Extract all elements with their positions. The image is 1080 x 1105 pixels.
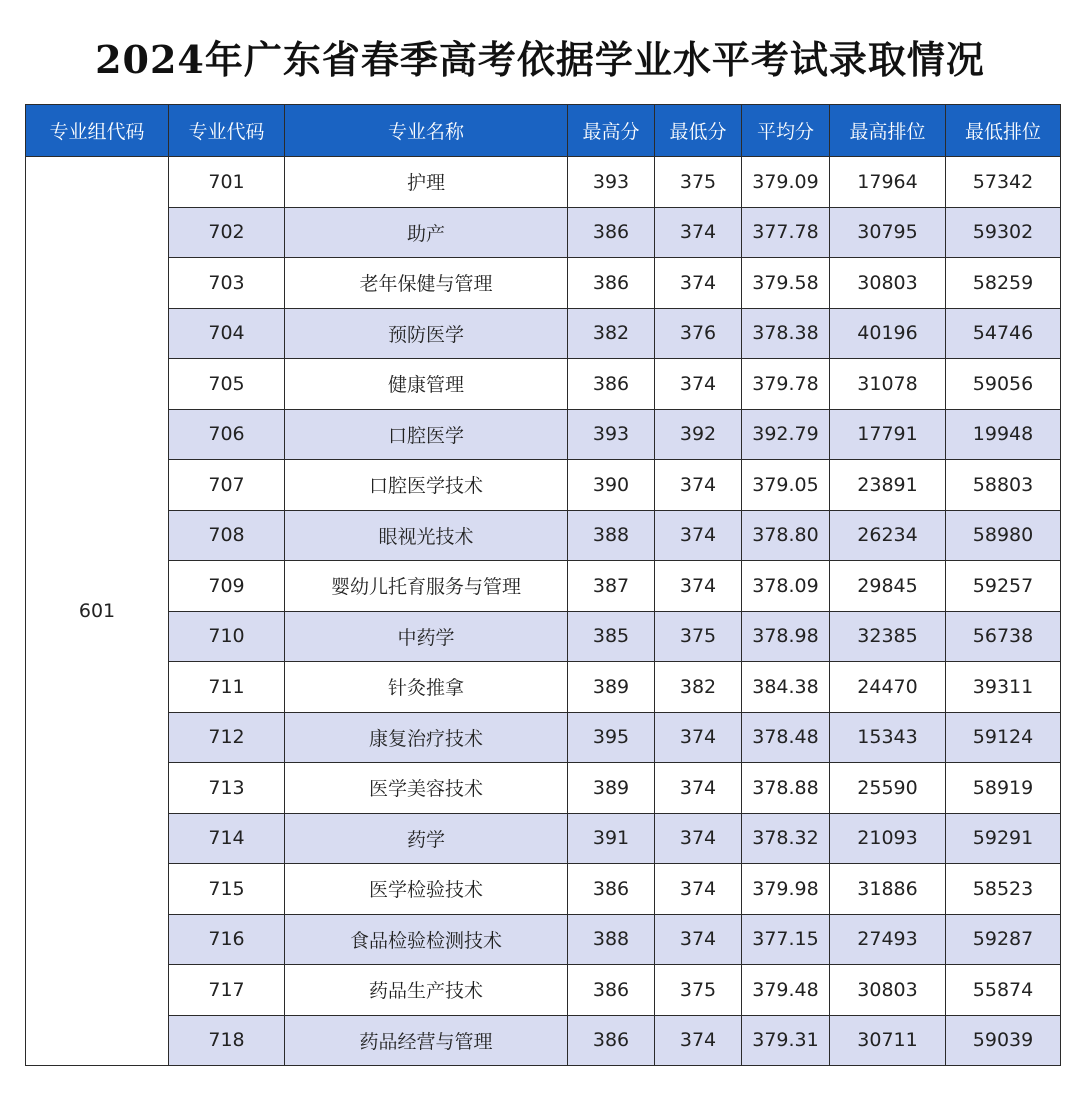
cell-min-score: 376	[655, 308, 742, 359]
cell-highest-rank: 26234	[830, 510, 946, 561]
header-group-code: 专业组代码	[26, 105, 169, 157]
cell-lowest-rank: 59291	[946, 813, 1061, 864]
cell-highest-rank: 21093	[830, 813, 946, 864]
cell-max-score: 385	[568, 611, 655, 662]
cell-min-score: 392	[655, 409, 742, 460]
cell-major-code: 714	[169, 813, 285, 864]
cell-lowest-rank: 59257	[946, 561, 1061, 612]
cell-avg-score: 379.58	[742, 258, 830, 309]
cell-major-code: 702	[169, 207, 285, 258]
table-row	[26, 1015, 1061, 1066]
cell-major-code: 705	[169, 359, 285, 410]
cell-lowest-rank: 59056	[946, 359, 1061, 410]
cell-major-name: 中药学	[285, 611, 568, 662]
cell-lowest-rank: 59039	[946, 1015, 1061, 1066]
cell-lowest-rank: 58803	[946, 460, 1061, 511]
cell-max-score: 382	[568, 308, 655, 359]
cell-major-code: 713	[169, 763, 285, 814]
cell-lowest-rank: 58919	[946, 763, 1061, 814]
cell-major-name: 眼视光技术	[285, 510, 568, 561]
table-row	[26, 914, 1061, 965]
cell-lowest-rank: 55874	[946, 965, 1061, 1016]
table-header-row	[26, 105, 1061, 157]
cell-major-name: 口腔医学技术	[285, 460, 568, 511]
cell-min-score: 374	[655, 864, 742, 915]
cell-major-name: 婴幼儿托育服务与管理	[285, 561, 568, 612]
cell-max-score: 390	[568, 460, 655, 511]
cell-lowest-rank: 59302	[946, 207, 1061, 258]
cell-highest-rank: 29845	[830, 561, 946, 612]
cell-major-code: 708	[169, 510, 285, 561]
cell-major-name: 针灸推拿	[285, 662, 568, 713]
cell-avg-score: 378.98	[742, 611, 830, 662]
cell-major-code: 704	[169, 308, 285, 359]
page-title: 2024年广东省春季高考依据学业水平考试录取情况	[95, 37, 985, 82]
cell-major-code: 716	[169, 914, 285, 965]
cell-major-code: 718	[169, 1015, 285, 1066]
cell-major-name: 医学美容技术	[285, 763, 568, 814]
cell-lowest-rank: 58980	[946, 510, 1061, 561]
cell-highest-rank: 31886	[830, 864, 946, 915]
cell-max-score: 393	[568, 409, 655, 460]
table-row	[26, 359, 1061, 410]
cell-major-name: 助产	[285, 207, 568, 258]
cell-max-score: 386	[568, 359, 655, 410]
cell-major-name: 口腔医学	[285, 409, 568, 460]
cell-highest-rank: 23891	[830, 460, 946, 511]
cell-max-score: 389	[568, 763, 655, 814]
cell-highest-rank: 30795	[830, 207, 946, 258]
cell-min-score: 374	[655, 460, 742, 511]
cell-major-code: 711	[169, 662, 285, 713]
table-row	[26, 763, 1061, 814]
cell-highest-rank: 17964	[830, 157, 946, 208]
table-row	[26, 864, 1061, 915]
table-row	[26, 561, 1061, 612]
cell-lowest-rank: 56738	[946, 611, 1061, 662]
cell-max-score: 386	[568, 864, 655, 915]
cell-max-score: 393	[568, 157, 655, 208]
table-row	[26, 207, 1061, 258]
cell-major-name: 药品经营与管理	[285, 1015, 568, 1066]
cell-avg-score: 378.32	[742, 813, 830, 864]
cell-min-score: 374	[655, 561, 742, 612]
table-row	[26, 712, 1061, 763]
admission-table	[25, 104, 1061, 1066]
cell-avg-score: 379.98	[742, 864, 830, 915]
cell-avg-score: 384.38	[742, 662, 830, 713]
table-row	[26, 662, 1061, 713]
cell-min-score: 374	[655, 359, 742, 410]
cell-lowest-rank: 58259	[946, 258, 1061, 309]
cell-major-name: 食品检验检测技术	[285, 914, 568, 965]
cell-avg-score: 377.15	[742, 914, 830, 965]
cell-max-score: 388	[568, 914, 655, 965]
cell-lowest-rank: 39311	[946, 662, 1061, 713]
header-avg-score: 平均分	[742, 105, 830, 157]
table-row	[26, 611, 1061, 662]
cell-major-name: 老年保健与管理	[285, 258, 568, 309]
cell-min-score: 374	[655, 914, 742, 965]
cell-major-code: 707	[169, 460, 285, 511]
table-row	[26, 308, 1061, 359]
cell-major-name: 预防医学	[285, 308, 568, 359]
cell-major-code: 710	[169, 611, 285, 662]
cell-highest-rank: 30711	[830, 1015, 946, 1066]
table-row	[26, 258, 1061, 309]
cell-min-score: 382	[655, 662, 742, 713]
cell-max-score: 391	[568, 813, 655, 864]
cell-avg-score: 379.48	[742, 965, 830, 1016]
table-row	[26, 813, 1061, 864]
cell-avg-score: 379.78	[742, 359, 830, 410]
header-lowest-rank: 最低排位	[946, 105, 1061, 157]
header-major-code: 专业代码	[169, 105, 285, 157]
cell-avg-score: 379.31	[742, 1015, 830, 1066]
cell-min-score: 374	[655, 258, 742, 309]
cell-min-score: 374	[655, 813, 742, 864]
cell-max-score: 388	[568, 510, 655, 561]
cell-max-score: 386	[568, 1015, 655, 1066]
cell-major-name: 药学	[285, 813, 568, 864]
cell-min-score: 374	[655, 1015, 742, 1066]
cell-highest-rank: 15343	[830, 712, 946, 763]
cell-max-score: 389	[568, 662, 655, 713]
header-max-score: 最高分	[568, 105, 655, 157]
cell-major-name: 药品生产技术	[285, 965, 568, 1016]
cell-min-score: 374	[655, 207, 742, 258]
cell-lowest-rank: 59287	[946, 914, 1061, 965]
cell-min-score: 375	[655, 611, 742, 662]
cell-min-score: 375	[655, 965, 742, 1016]
cell-avg-score: 378.38	[742, 308, 830, 359]
header-min-score: 最低分	[655, 105, 742, 157]
cell-major-name: 护理	[285, 157, 568, 208]
table-row	[26, 965, 1061, 1016]
cell-max-score: 386	[568, 207, 655, 258]
cell-highest-rank: 25590	[830, 763, 946, 814]
header-major-name: 专业名称	[285, 105, 568, 157]
cell-avg-score: 377.78	[742, 207, 830, 258]
cell-major-code: 703	[169, 258, 285, 309]
cell-major-name: 健康管理	[285, 359, 568, 410]
cell-avg-score: 379.05	[742, 460, 830, 511]
cell-highest-rank: 40196	[830, 308, 946, 359]
table-row	[26, 157, 1061, 208]
cell-lowest-rank: 58523	[946, 864, 1061, 915]
cell-lowest-rank: 19948	[946, 409, 1061, 460]
cell-major-code: 715	[169, 864, 285, 915]
cell-highest-rank: 32385	[830, 611, 946, 662]
cell-highest-rank: 30803	[830, 965, 946, 1016]
cell-max-score: 395	[568, 712, 655, 763]
cell-highest-rank: 30803	[830, 258, 946, 309]
table-row	[26, 460, 1061, 511]
header-highest-rank: 最高排位	[830, 105, 946, 157]
cell-min-score: 375	[655, 157, 742, 208]
cell-max-score: 386	[568, 258, 655, 309]
cell-highest-rank: 17791	[830, 409, 946, 460]
cell-highest-rank: 27493	[830, 914, 946, 965]
cell-major-code: 717	[169, 965, 285, 1016]
cell-min-score: 374	[655, 712, 742, 763]
cell-major-code: 706	[169, 409, 285, 460]
cell-lowest-rank: 57342	[946, 157, 1061, 208]
cell-min-score: 374	[655, 510, 742, 561]
cell-avg-score: 378.09	[742, 561, 830, 612]
cell-avg-score: 392.79	[742, 409, 830, 460]
cell-major-code: 701	[169, 157, 285, 208]
cell-avg-score: 378.80	[742, 510, 830, 561]
cell-major-code: 712	[169, 712, 285, 763]
cell-group-code: 601	[26, 157, 169, 1066]
cell-avg-score: 378.88	[742, 763, 830, 814]
cell-max-score: 387	[568, 561, 655, 612]
cell-avg-score: 378.48	[742, 712, 830, 763]
cell-lowest-rank: 54746	[946, 308, 1061, 359]
cell-highest-rank: 31078	[830, 359, 946, 410]
table-body	[26, 157, 1061, 1066]
cell-lowest-rank: 59124	[946, 712, 1061, 763]
table-row	[26, 409, 1061, 460]
cell-highest-rank: 24470	[830, 662, 946, 713]
cell-min-score: 374	[655, 763, 742, 814]
cell-major-name: 康复治疗技术	[285, 712, 568, 763]
cell-major-code: 709	[169, 561, 285, 612]
table-row	[26, 510, 1061, 561]
cell-major-name: 医学检验技术	[285, 864, 568, 915]
cell-avg-score: 379.09	[742, 157, 830, 208]
cell-max-score: 386	[568, 965, 655, 1016]
